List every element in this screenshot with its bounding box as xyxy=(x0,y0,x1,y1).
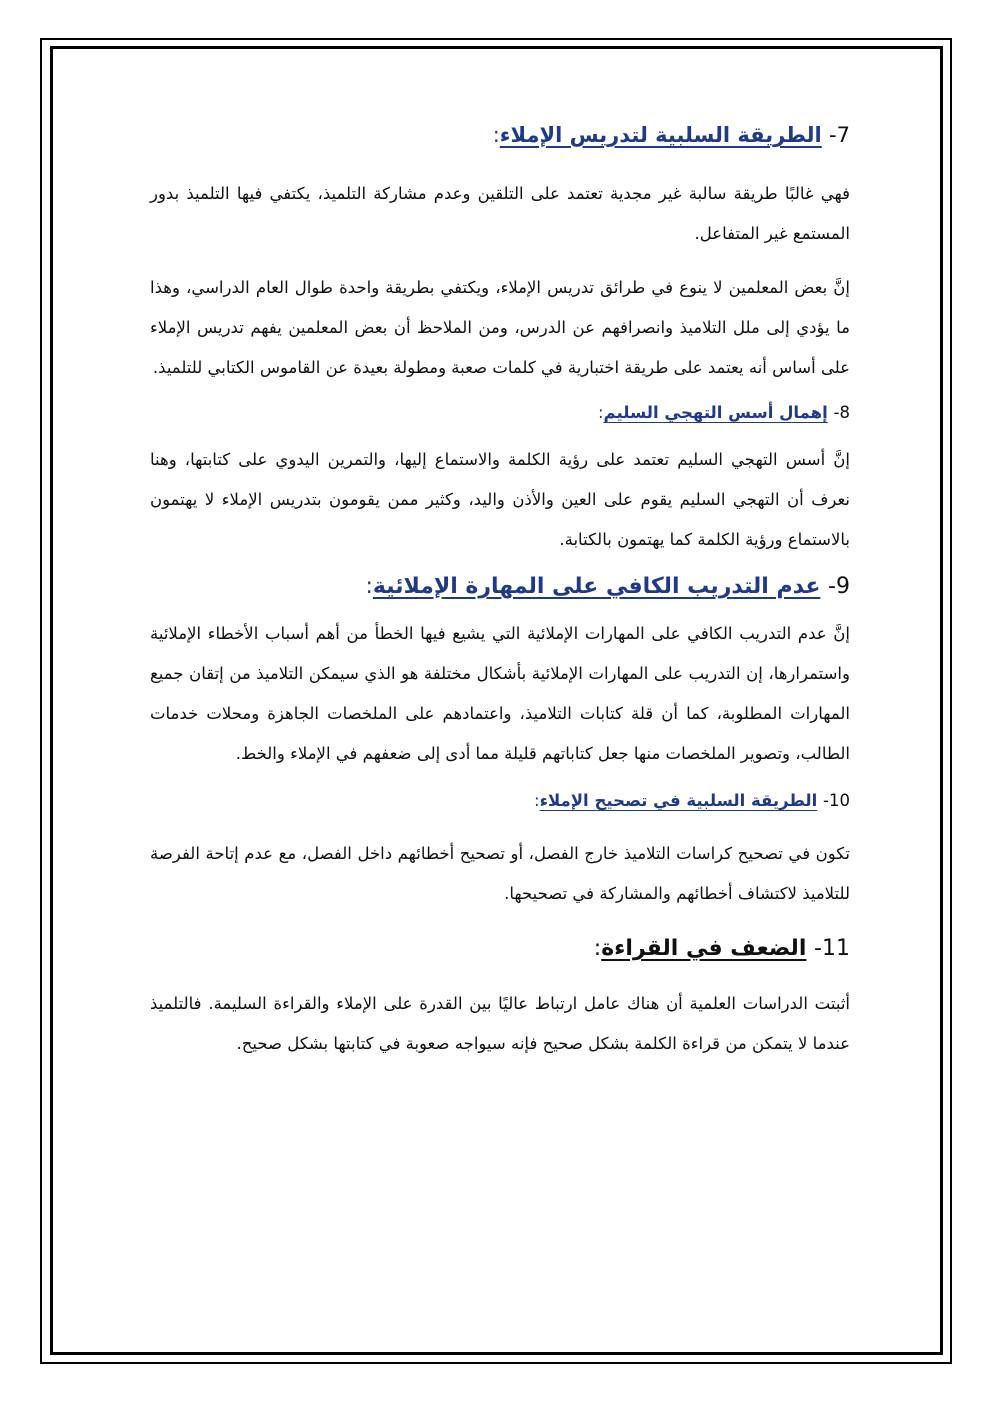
document-body xyxy=(150,120,850,1064)
section-colon: : xyxy=(492,123,500,147)
section-heading-7 xyxy=(150,120,850,150)
paragraph: أثبتت الدراسات العلمية أن هناك عامل ارتباط عاليًا بين القدرة على الإملاء والقراءة السليمة. فالتلميذ عندما لا يتمكن من قراءة الكلمة بشكل صحيح فإنه سيواجه صعوبة في كتابتها بشكل صحيح. xyxy=(150,994,850,1053)
section-colon: : xyxy=(593,936,602,961)
section-colon: : xyxy=(534,791,540,810)
section-heading-8 xyxy=(150,398,850,428)
section-title: إهمال أسس التهجي السليم xyxy=(603,403,828,422)
section-number: 7- xyxy=(829,123,850,147)
section-colon: : xyxy=(365,574,373,599)
section-number: 9- xyxy=(828,574,850,599)
section-title: الطريقة السلبية لتدريس الإملاء xyxy=(499,123,822,147)
paragraph: فهي غالبًا طريقة سالبة غير مجدية تعتمد على التلقين وعدم مشاركة التلميذ، يكتفي فيها التلميذ بدور المستمع غير المتفاعل. xyxy=(150,184,850,243)
paragraph: إنَّ عدم التدريب الكافي على المهارات الإملائية التي يشيع فيها الخطأ من أهم أسباب الأخطاء الإملائية واستمرارها، إن التدريب على المهارات الإملائية بأشكال مختلفة هو الذي سيمكن التلاميذ من إتقان جميع المهارات المطلوبة، كما أن قلة كتابات التلاميذ، واعتمادهم على الملخصات الجاهزة ومحلات خدمات الطالب، وتصوير الملخصات منها جعل كتاباتهم قليلة مما أدى إلى ضعفهم في الإملاء والخط. xyxy=(150,624,850,763)
section-heading-11 xyxy=(150,932,850,966)
section-number: 8- xyxy=(833,403,850,422)
section-heading-10 xyxy=(150,786,850,816)
section-title: عدم التدريب الكافي على المهارة الإملائية xyxy=(372,574,821,599)
section-colon: : xyxy=(597,403,604,422)
paragraph: تكون في تصحيح كراسات التلاميذ خارج الفصل، أو تصحيح أخطائهم داخل الفصل، مع عدم إتاحة الفرصة للتلاميذ لاكتشاف أخطائهم والمشاركة في تصحيحها. xyxy=(150,844,850,903)
paragraph: إنَّ بعض المعلمين لا ينوع في طرائق تدريس الإملاء، ويكتفي بطريقة واحدة طوال العام الدراسي، وهذا ما يؤدي إلى ملل التلاميذ وانصرافهم عن الدرس، ومن الملاحظ أن بعض المعلمين يفهم تدريس الإملاء على أساس أنه يعتمد على طريقة اختبارية في كلمات صعبة ومطولة بعيدة عن القاموس الكتابي للتلميذ. xyxy=(150,278,850,377)
section-title: الضعف في القراءة xyxy=(601,936,807,961)
section-number: 10- xyxy=(823,791,850,810)
paragraph: إنَّ أسس التهجي السليم تعتمد على رؤية الكلمة والاستماع إليها، والتمرين اليدوي على كتابتها، وهنا نعرف أن التهجي السليم يقوم على العين والأذن واليد، وكثير ممن يقومون بتدريس الإملاء لا يهتمون بالاستماع ورؤية الكلمة كما يهتمون بالكتابة. xyxy=(150,450,850,549)
section-title: الطريقة السلبية في تصحيح الإملاء xyxy=(539,791,818,810)
section-heading-9 xyxy=(150,570,850,604)
section-number: 11- xyxy=(814,936,850,961)
